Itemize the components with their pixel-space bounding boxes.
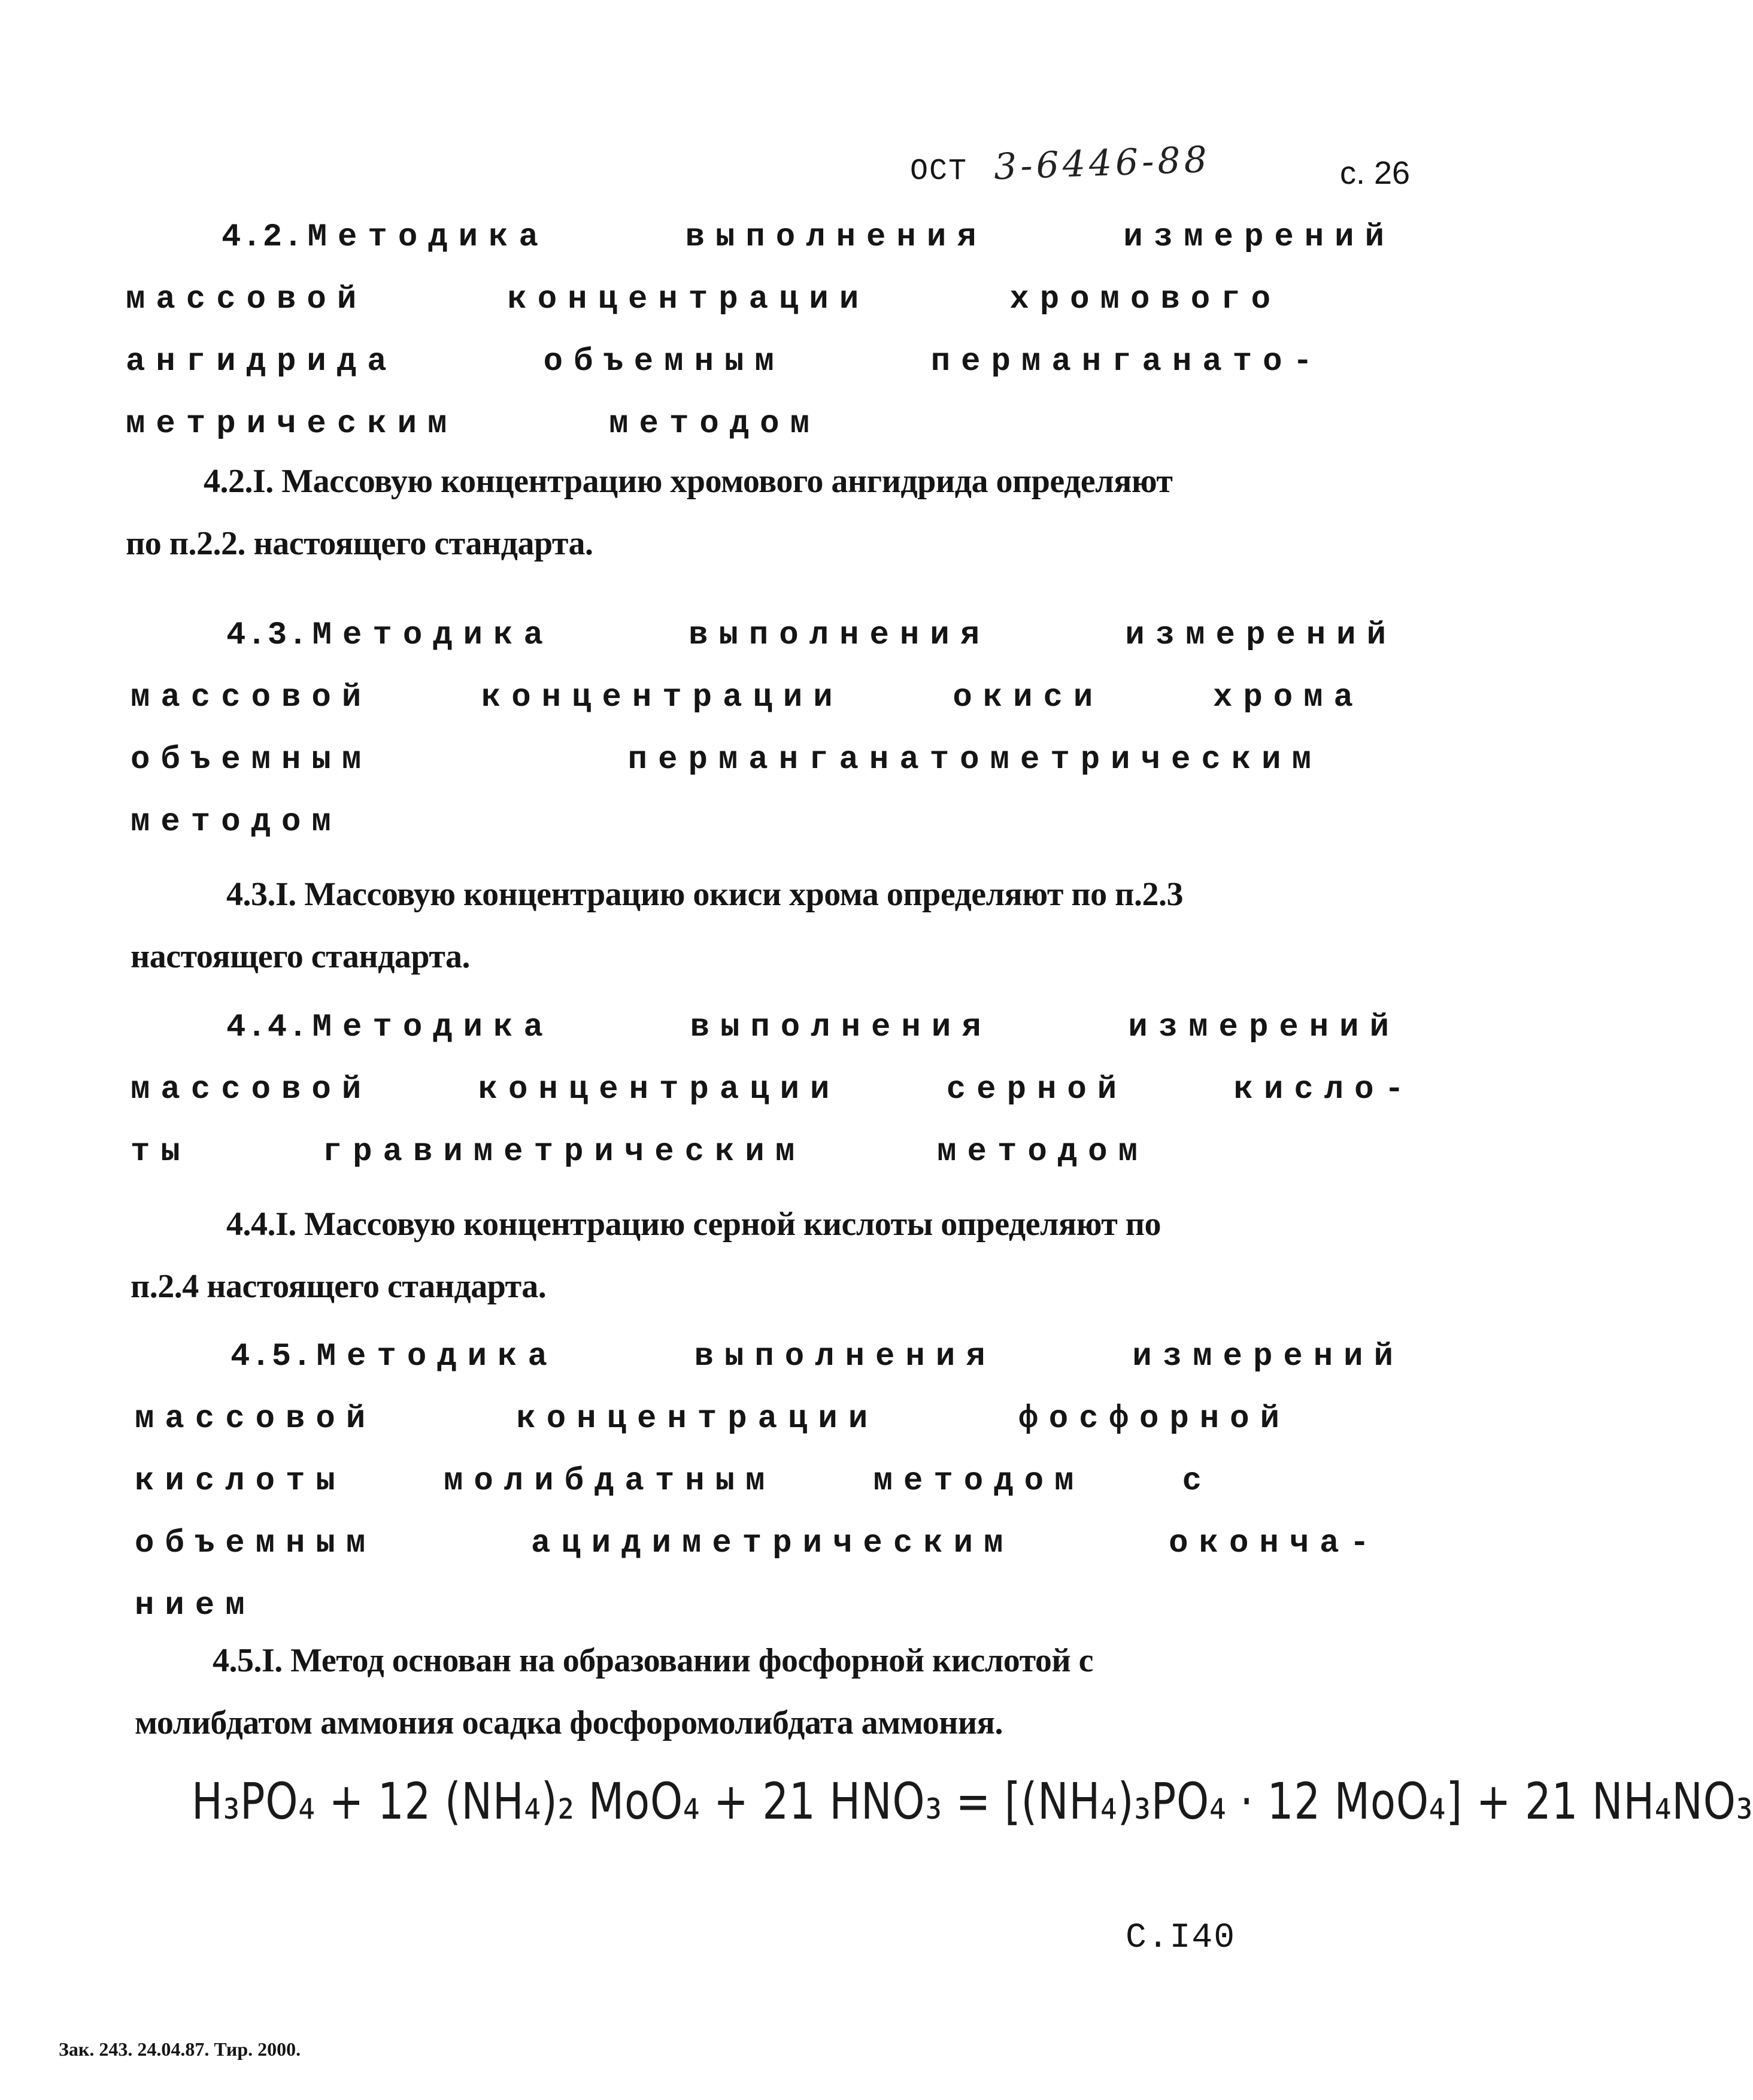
heading-line (126, 269, 1281, 331)
paragraph-line: 4.5.I. Метод основан на образовании фосфорной кислотой с (213, 1642, 1093, 1679)
heading-line (131, 997, 1400, 1059)
heading-word: окиси (953, 679, 1104, 716)
heading-word: 4.4. Методика (226, 1009, 554, 1046)
heading-word: массовой (135, 1401, 377, 1437)
section-4-5-heading (135, 1326, 1404, 1637)
heading-word: концентрации (507, 281, 870, 318)
heading-word: хрома (1212, 679, 1364, 716)
heading-word: ацидиметрическим (530, 1525, 1014, 1562)
heading-word: метрическим (126, 406, 458, 442)
paragraph-line: по п.2.2. настоящего стандарта. (126, 525, 593, 562)
heading-word: перманганато- (930, 344, 1323, 380)
heading-line (131, 1059, 1415, 1121)
print-footer: Зак. 243. 24.04.87. Тир. 2000. (59, 2038, 301, 2060)
heading-word: 4.2. Методика (222, 219, 549, 256)
heading-word: оконча- (1169, 1525, 1380, 1562)
heading-line (135, 1388, 1290, 1450)
heading-word: хромового (1009, 281, 1281, 318)
heading-word: 4.3. Методика (226, 617, 554, 654)
heading-word: серной (946, 1072, 1128, 1108)
heading-word: кисло- (1233, 1072, 1415, 1108)
heading-line (135, 1575, 1404, 1637)
standard-label: ОСТ (910, 154, 968, 189)
heading-word: молибдатным (443, 1463, 776, 1500)
heading-word: 4.5. Методика (231, 1339, 558, 1375)
section-4-5-1-paragraph (135, 1629, 1093, 1754)
heading-word: измерений (1123, 219, 1395, 256)
heading-word: концентрации (478, 1072, 841, 1108)
heading-line (135, 1513, 1380, 1575)
heading-word: методом (873, 1463, 1085, 1500)
paragraph-line: 4.3.I. Массовую концентрацию окиси хрома определяют по п.2.3 (226, 876, 1183, 913)
paragraph-line: молибдатом аммония осадка фосфоромолибдата аммония. (135, 1704, 1003, 1741)
heading-word: выполнения (694, 1339, 996, 1375)
heading-word: перманганатометрическим (627, 742, 1322, 778)
heading-line (135, 1450, 1212, 1513)
heading-word: концентрации (481, 679, 844, 716)
heading-line (131, 605, 1397, 667)
heading-word: выполнения (690, 1009, 992, 1046)
heading-word: с (1182, 1463, 1212, 1500)
heading-word: фосфорной (1018, 1401, 1290, 1437)
section-4-4-heading (131, 997, 1415, 1183)
paragraph-line: настоящего стандарта. (131, 938, 471, 975)
heading-line (126, 207, 1395, 269)
heading-word: нием (135, 1588, 256, 1624)
heading-word: массовой (131, 679, 372, 716)
heading-word: гравиметрическим (322, 1134, 806, 1170)
heading-word: выполнения (689, 617, 991, 654)
heading-word: ты (131, 1134, 191, 1170)
section-4-2-heading (126, 207, 1395, 456)
page-number: С.I40 (1126, 1919, 1236, 1958)
heading-word: методом (937, 1134, 1148, 1170)
paragraph-line: п.2.4 настоящего стандарта. (131, 1268, 547, 1305)
paragraph-line: 4.4.I. Массовую концентрацию серной кислоты определяют по (226, 1206, 1161, 1243)
heading-word: измерений (1125, 617, 1397, 654)
heading-line (135, 1326, 1404, 1388)
section-4-2-1-paragraph (126, 450, 1172, 575)
heading-word: объемным (543, 344, 785, 380)
heading-line (126, 393, 820, 456)
standard-number-handwritten: 3-6446-88 (993, 138, 1211, 189)
header-page-number: с. 26 (1340, 155, 1411, 191)
heading-word: измерений (1128, 1009, 1400, 1046)
heading-word: методом (609, 406, 820, 442)
heading-word: объемным (131, 742, 372, 778)
heading-word: измерений (1132, 1339, 1404, 1375)
heading-line (131, 667, 1364, 729)
heading-word: массовой (126, 281, 368, 318)
heading-line (131, 729, 1322, 791)
section-4-3-1-paragraph (131, 863, 1183, 988)
heading-word: массовой (131, 1072, 372, 1108)
heading-line (131, 1121, 1148, 1183)
heading-line (126, 331, 1323, 393)
heading-word: объемным (135, 1525, 377, 1562)
heading-word: выполнения (685, 219, 987, 256)
heading-word: методом (131, 804, 342, 840)
section-4-3-heading (131, 605, 1397, 854)
heading-word: кислоты (135, 1463, 346, 1500)
paragraph-line: 4.2.I. Массовую концентрацию хромового ангидрида определяют (204, 463, 1173, 500)
heading-line (131, 791, 1397, 854)
section-4-4-1-paragraph (131, 1193, 1161, 1318)
reaction-formula: H₃PO₄ + 12 (NH₄)₂ MoO₄ + 21 HNO₃ = [(NH₄)₃PO₄ · 12 MoO₄] + 21 NH₄NO₃ (192, 1772, 1753, 1831)
heading-word: концентрации (516, 1401, 879, 1437)
heading-word: ангидрида (126, 344, 398, 380)
